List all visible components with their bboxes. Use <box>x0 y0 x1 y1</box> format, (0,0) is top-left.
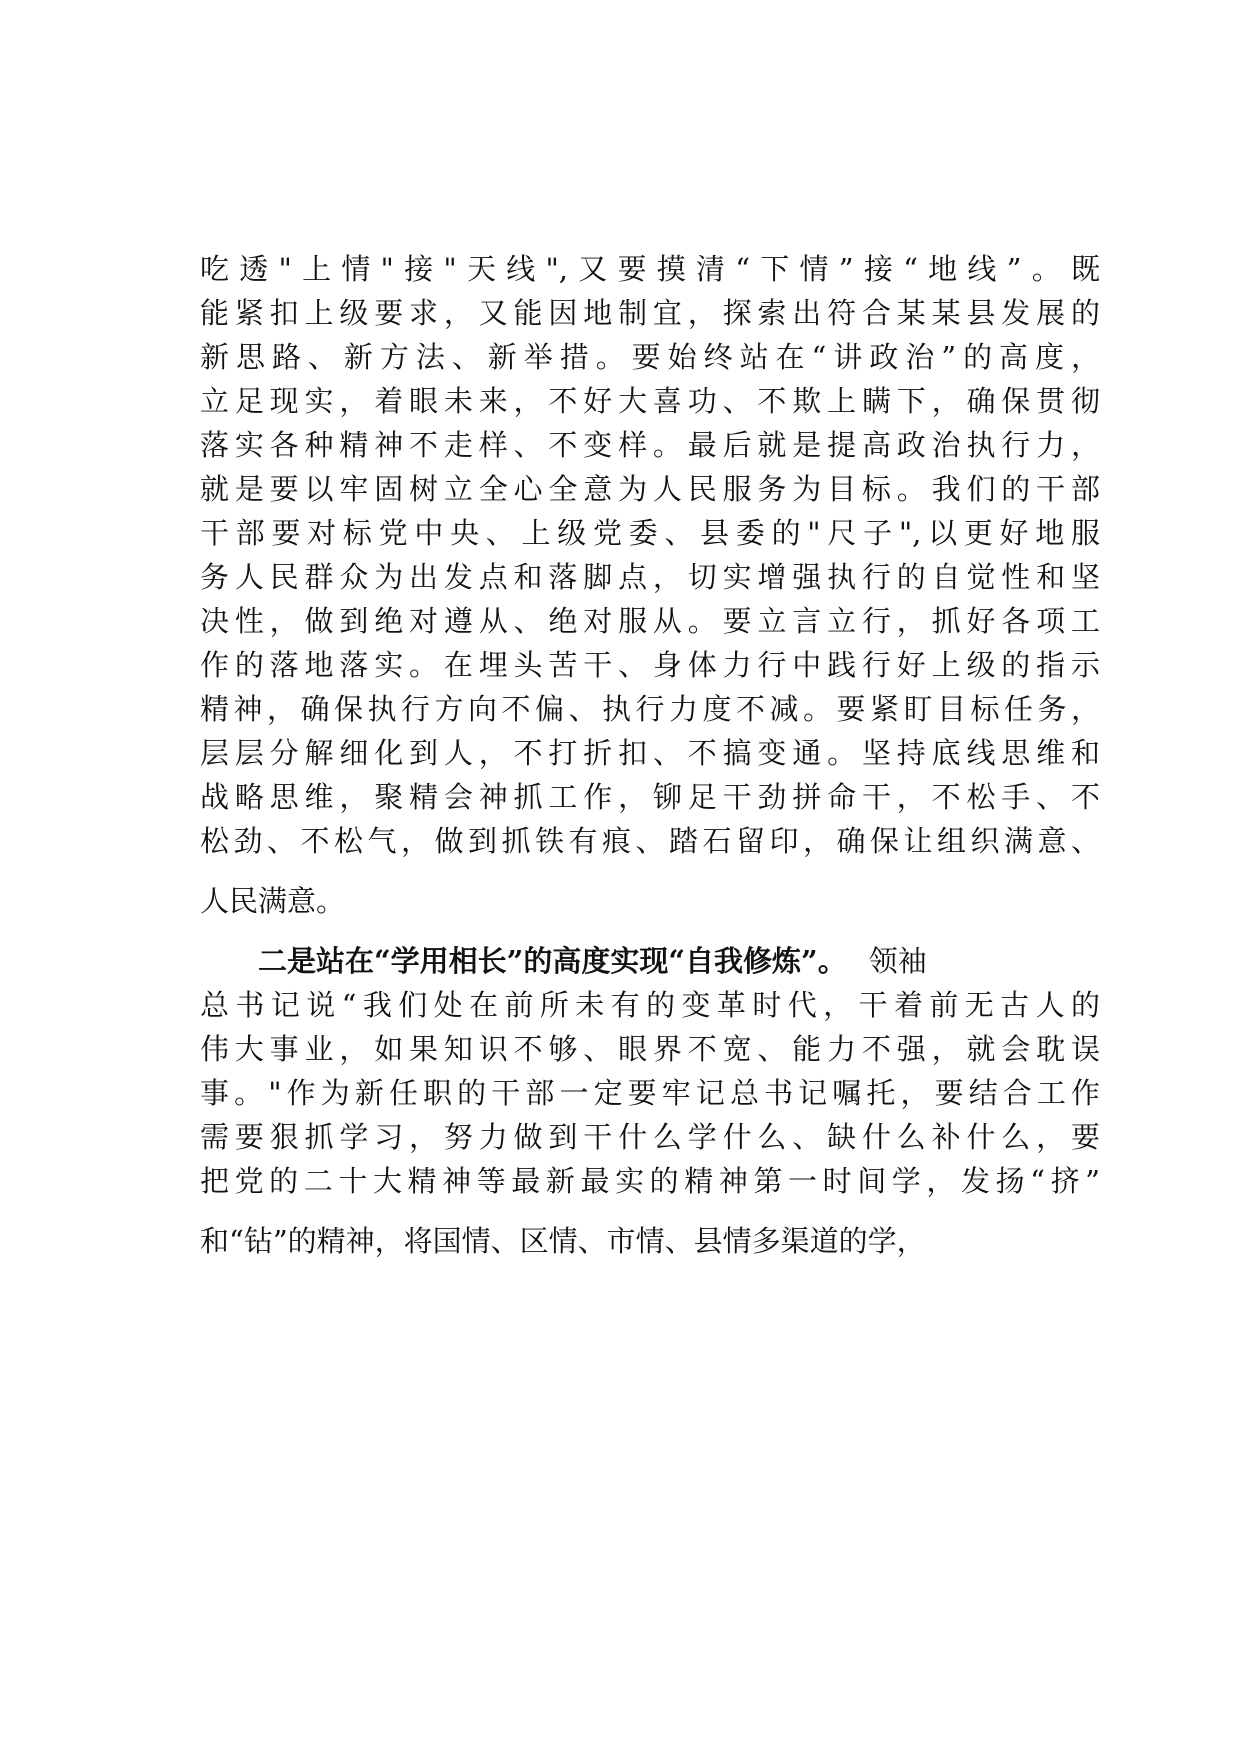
text-line: 吃透"上情"接"天线",又要摸清“下情”接“地线”。既 <box>200 252 1100 286</box>
text-line: 把党的二十大精神等最新最实的精神第一时间学，发扬“挤” <box>200 1164 1100 1198</box>
text-line: 能紧扣上级要求，又能因地制宜，探索出符合某某县发展的 <box>200 296 1100 330</box>
text-line: 伟大事业，如果知识不够、眼界不宽、能力不强，就会耽误 <box>200 1032 1100 1066</box>
text-line-last: 人民满意。 <box>200 884 346 918</box>
text-line: 事。"作为新任职的干部一定要牢记总书记嘱托，要结合工作 <box>200 1076 1100 1110</box>
text-line: 战略思维，聚精会神抓工作，铆足干劲拼命干，不松手、不 <box>200 780 1100 814</box>
text-line-last: 和“钻”的精神，将国情、区情、市情、县情多渠道的学， <box>200 1224 926 1258</box>
section-heading-line <box>200 944 1100 991</box>
text-line: 总书记说“我们处在前所未有的变革时代，干着前无古人的 <box>200 988 1100 1022</box>
text-line: 决性，做到绝对遵从、绝对服从。要立言立行，抓好各项工 <box>200 604 1100 638</box>
text-line: 就是要以牢固树立全心全意为人民服务为目标。我们的干部 <box>200 472 1100 506</box>
paragraph-2 <box>200 988 1100 1271</box>
text-line: 作的落地落实。在埋头苦干、身体力行中践行好上级的指示 <box>200 648 1100 682</box>
paragraph-1 <box>200 252 1100 931</box>
section-heading: 二是站在“学用相长”的高度实现“自我修炼”。 <box>258 944 847 978</box>
text-line: 务人民群众为出发点和落脚点，切实增强执行的自觉性和坚 <box>200 560 1100 594</box>
text-line: 需要狠抓学习，努力做到干什么学什么、缺什么补什么，要 <box>200 1120 1100 1154</box>
text-line: 松劲、不松气，做到抓铁有痕、踏石留印，确保让组织满意、 <box>200 824 1100 858</box>
text-line: 新思路、新方法、新举措。要始终站在“讲政治”的高度， <box>200 340 1100 374</box>
text-line: 立足现实，着眼未来，不好大喜功、不欺上瞒下，确保贯彻 <box>200 384 1100 418</box>
text-line: 精神，确保执行方向不偏、执行力度不减。要紧盯目标任务， <box>200 692 1100 726</box>
document-body <box>200 252 1100 1271</box>
text-line: 落实各种精神不走样、不变样。最后就是提高政治执行力， <box>200 428 1100 462</box>
heading-tail: 领袖 <box>868 944 927 978</box>
text-line: 干部要对标党中央、上级党委、县委的"尺子",以更好地服 <box>200 516 1100 550</box>
text-line: 层层分解细化到人，不打折扣、不搞变通。坚持底线思维和 <box>200 736 1100 770</box>
